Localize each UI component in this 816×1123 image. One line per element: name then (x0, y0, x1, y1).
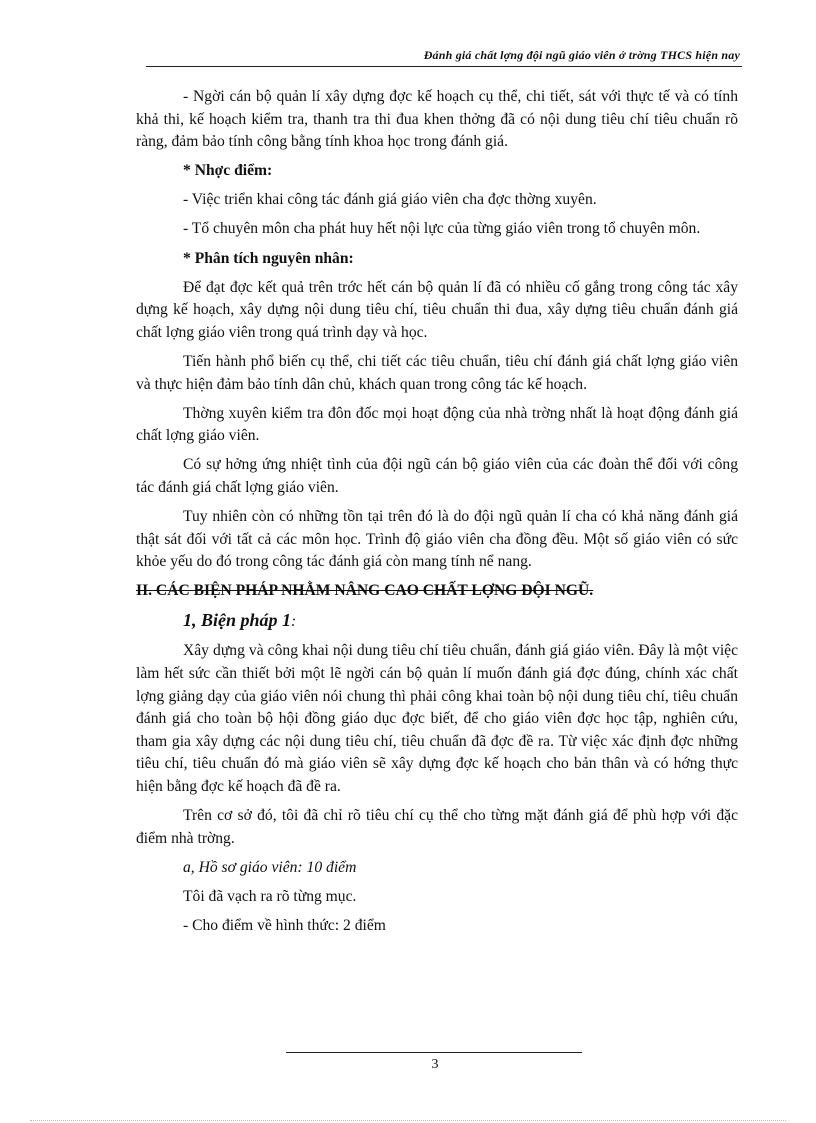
paragraph: Trên cơ sở đó, tôi đã chỉ rõ tiêu chí cụ thể cho từng mặt đánh giá để phù hợp với đặc điểm nhà trờng. (136, 807, 738, 847)
paragraph: - Ngời cán bộ quản lí xây dựng đợc kế hoạch cụ thể, chi tiết, sát với thực tế và có tính khả thi, kế hoạch kiểm tra, thanh tra thi đua khen thởng đã có nội dung tiêu chí tiêu chuẩn rõ ràng, đảm bảo tính công bằng tính khoa học trong đánh giá. (136, 88, 738, 151)
paragraph: - Việc triển khai công tác đánh giá giáo viên cha đợc thờng xuyên. (183, 191, 597, 209)
measure-heading (136, 609, 738, 634)
paragraph: Xây dựng và công khai nội dung tiêu chí tiêu chuẩn, đánh giá giáo viên. Đây là một việc làm hết sức cần thiết bởi một lẽ ngời cán bộ quản lí muốn đánh giá đợc đúng, chính xác chất lợng giảng dạy của giáo viên nói chung thì phải công khai toàn bộ nội dung tiêu chí, tiêu chuẩn đánh giá cho toàn bộ hội đồng giáo dục đợc biết, để cho giáo viên đợc học tập, nghiên cứu, tham gia xây dựng các nội dung tiêu chí, tiêu chuẩn đã đợc đề ra. Từ việc xác định đợc những tiêu chí, tiêu chuẩn đó mà giáo viên sẽ xây dựng đợc kế hoạch cho bản thân và có hớng thực hiện bằng đợc kế hoạch đã đề ra. (136, 642, 738, 796)
body-content (136, 86, 738, 944)
subheading-cause-analysis: * Phân tích nguyên nhân: (183, 249, 354, 267)
page-number: 3 (431, 1057, 439, 1072)
paragraph: Có sự hởng ứng nhiệt tình của đội ngũ cán bộ giáo viên của các đoàn thể đối với công tác đánh giá chất lợng giáo viên. (136, 456, 738, 496)
paragraph: Tiến hành phổ biến cụ thể, chi tiết các tiêu chuẩn, tiêu chí đánh giá chất lợng giáo viên và thực hiện đảm bảo tính dân chủ, khách quan trong công tác kế hoạch. (136, 352, 738, 393)
header-divider (146, 66, 742, 67)
paragraph: - Cho điểm về hình thức: 2 điểm (183, 917, 386, 934)
measure-colon: : (291, 613, 297, 631)
paragraph: Để đạt đợc kết quả trên trớc hết cán bộ quản lí đã có nhiều cố gắng trong công tác xây dựng kế hoạch, xây dựng nội dung tiêu chí, tiêu chuẩn thi đua, xây dựng tiêu chuẩn đánh giá chất lợng giáo viên trong quá trình dạy và học. (136, 278, 738, 341)
subsection-title: a, Hồ sơ giáo viên: 10 điểm (183, 858, 357, 876)
footer-divider (286, 1052, 582, 1053)
section-heading: II. CÁC BIỆN PHÁP NHẰM NÂNG CAO CHẤT LỢNG ĐỘI NGŨ. (136, 582, 594, 600)
running-header: Đánh giá chất lợng đội ngũ giáo viên ở trờng THCS hiện nay (423, 48, 740, 62)
paragraph: - Tổ chuyên môn cha phát huy hết nội lực của từng giáo viên trong tổ chuyên môn. (183, 220, 701, 238)
paragraph: Tuy nhiên còn có những tồn tại trên đó là do đội ngũ quản lí cha có khả năng đánh giá thật sát đối với tất cả các môn học. Trình độ giáo viên cha đồng đều. Một số giáo viên có sức khỏe yếu do đó trong công tác đánh giá còn mang tính nể nang. (136, 508, 738, 571)
page-bottom-border (30, 1120, 786, 1121)
subheading-weaknesses: * Nhợc điểm: (183, 162, 273, 180)
paragraph: Tôi đã vạch ra rõ từng mục. (183, 887, 357, 905)
paragraph: Thờng xuyên kiểm tra đôn đốc mọi hoạt động của nhà trờng nhất là hoạt động đánh giá chất lợng giáo viên. (136, 404, 738, 445)
measure-title: 1, Biện pháp 1 (183, 610, 292, 631)
